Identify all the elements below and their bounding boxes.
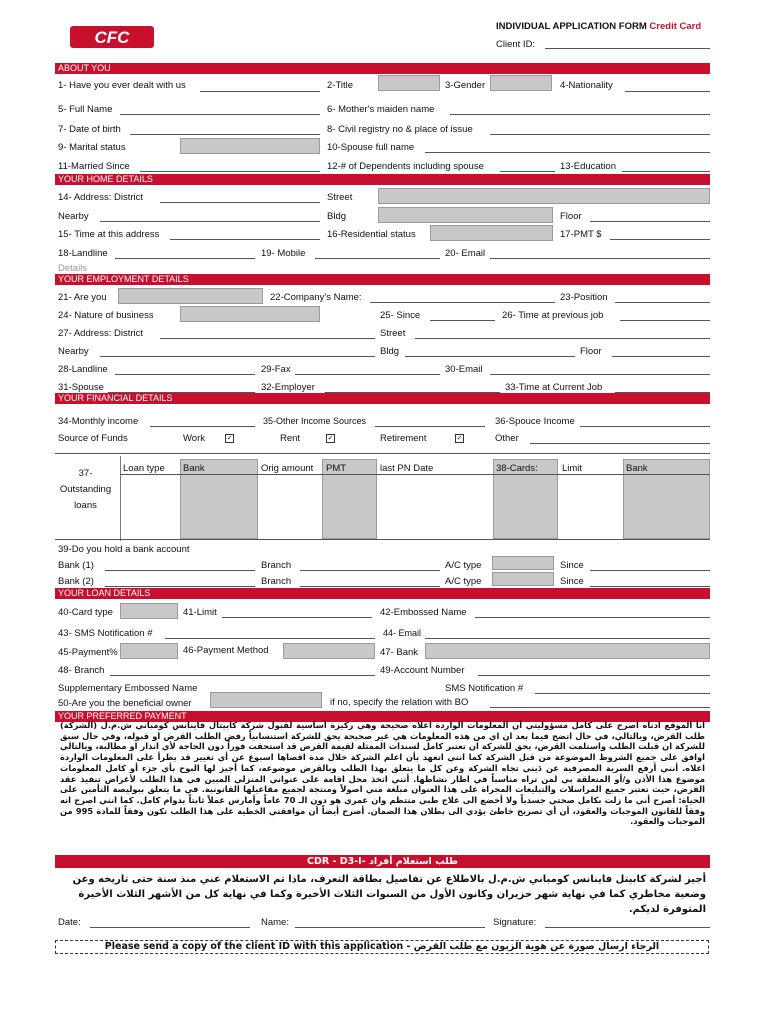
- supp-sms-field[interactable]: [535, 693, 710, 694]
- section-about-you: ABOUT YOU: [55, 63, 710, 74]
- home-floor-field[interactable]: [590, 221, 710, 222]
- rent-checkbox[interactable]: ✓: [327, 435, 334, 442]
- company-name-field[interactable]: [370, 302, 555, 303]
- outstanding-loans-label: 37- Outstanding loans: [59, 468, 112, 511]
- residential-status-field[interactable]: [430, 225, 553, 241]
- nature-business-label: 24- Nature of business: [58, 310, 154, 321]
- employment-since-label: 25- Since: [380, 310, 421, 321]
- signature-label: Signature:: [493, 917, 537, 928]
- loans-divider: [120, 456, 121, 541]
- loan-bank-label: 47- Bank: [380, 647, 419, 658]
- civil-registry-label: 8- Civil registry no & place of issue: [327, 124, 473, 135]
- full-name-label: 5- Full Name: [58, 104, 113, 115]
- other-source-field[interactable]: [530, 443, 710, 444]
- home-email-label: 20- Email: [445, 248, 486, 259]
- loan-pmt-header: PMT: [326, 463, 347, 474]
- loans-table-bottom: [55, 539, 710, 540]
- married-since-label: 11-Married Since: [58, 161, 130, 172]
- employment-since-field[interactable]: [430, 320, 495, 321]
- education-field[interactable]: [622, 171, 710, 172]
- relation-bo-label: if no, specify the relation with BO: [330, 697, 469, 708]
- time-at-address-field[interactable]: [170, 239, 320, 240]
- spouse-label: 31-Spouse: [58, 382, 104, 393]
- work-bldg-label: Bldg: [380, 346, 400, 357]
- bank1-actype-label: A/C type: [445, 560, 482, 571]
- cfc-logo: [70, 26, 154, 48]
- are-you-label: 21- Are you: [58, 292, 107, 303]
- account-number-field[interactable]: [478, 675, 710, 676]
- loan-bank-field[interactable]: [425, 643, 710, 659]
- previous-job-field[interactable]: [620, 320, 710, 321]
- supp-embossed-label: Supplementary Embossed Name: [58, 683, 198, 694]
- logo-text: CFC: [94, 28, 130, 47]
- home-nearby-field[interactable]: [100, 221, 320, 222]
- dob-label: 7- Date of birth: [58, 124, 121, 135]
- residential-status-label: 16-Residential status: [327, 229, 416, 240]
- loans-table-top: [55, 453, 710, 454]
- client-id-field[interactable]: [545, 48, 710, 49]
- orig-amount-header: Orig amount: [261, 463, 314, 474]
- bank2-branch-field[interactable]: [300, 586, 440, 587]
- work-checkbox[interactable]: ✓: [226, 435, 233, 442]
- section-loan-details: YOUR LOAN DETAILS: [55, 588, 710, 599]
- date-field[interactable]: [90, 927, 250, 928]
- sms-notification-field[interactable]: [165, 638, 375, 639]
- cdr-request-bar: CDR - D3-I- طلب استعلام أفراد: [55, 855, 710, 868]
- section-preferred-payment: YOUR PREFERRED PAYMENT: [55, 711, 710, 722]
- bank1-field[interactable]: [105, 570, 255, 571]
- home-email-field[interactable]: [490, 258, 710, 259]
- account-number-label: 49-Account Number: [380, 665, 465, 676]
- spouse-name-label: 10-Spouse full name: [327, 142, 415, 153]
- embossed-name-label: 42-Embossed Name: [380, 607, 467, 618]
- work-option-label: Work: [183, 433, 205, 444]
- monthly-income-label: 34-Monthly income: [58, 416, 139, 427]
- dependents-label: 12-# of Dependents including spouse: [327, 161, 484, 172]
- gender-field[interactable]: [490, 75, 552, 91]
- arabic-consent: أجيز لشركة كابيتل فاينانس كومباني ش.م.ل بالاطلاع عن تفاصيل بطاقة التعرف، ماذا تم الاستعلام عني منذ سنة حتى تاريخه وعن وضعية مخاطري كما في نهاية شهر حزيران وكانون الأول من السنوات الثلاث الأخيرة وكما في نهاية كل من الأشهر الثلاث الأخيرة المتوفرة لديكم.: [72, 874, 706, 915]
- marital-label: 9- Marital status: [58, 142, 126, 153]
- home-bldg-label: Bldg: [327, 211, 347, 222]
- embossed-name-field[interactable]: [475, 617, 710, 618]
- arabic-declaration: انا الموقع ادناه اصرح على كامل مسؤوليتي أن المعلومات الواردة اعلاه صحيحة وهي ركيزة أساسية لقبول شركة كابيتال فاينانس كومباني ش.م.ل (الشركة) طلب القرض، وبالتالي، في حال اتضح فيما بعد ان اي من هذه المعلومات هي غير صحيحة يحق للشركة استنسابياً رفض الطلب القرض او قبوله، وفي حال سبق للشركة ان قبلت الطلب واستلمت القرض، يحق للشركة ان تعتبر كامل لسندات الممثلة لقيمة القرض قد استحقت فوراً دون الحاجة لأي انذار او مطالبة، وبالتالي اوافق على جميع الشروط الموضوعة من قبل الشركة كما انني اتعهد بأن اعلم الشركة خلال مدة اقصاها اسبوع عن أي تغيير قد يطرأ على المعلومات الواردة اعلاه. أنني أرفع السرية المصرفية عن دَيني تجاه الشركة وعن كل ما يتعلق بهذا الطلب وبالقرض موضوعه، كما أجيز لها البوح بأي جزء أو كامل المعلومات موضوع هذا الأذن و/أو المتعلقة بي لمن تراه مناسباً في اطار نشاطها. أنني اتخذ محل اقامة على عنواني المنزلي المبين في هذا الطلب لأغراض تنفيذ عقد القرض، حيث تعتبر جميع المراسلات والتبليغات المجراة على هذا العنوان مبلغة مني اصولاً ومنتجة لجميع مفاعيلها القانونية. في ما يتعلق ببوليصة التأمين على الحياة: أصرح أني ما زلت بكامل صحتي جسدياً ولا أخضع الى علاج طبي منتظم وان عمري هو دون الـ 70 عاماً وأمارس عملاً ثابتاً بدوام كامل. كما انني اصرح انه وفقاً للقانون الموجبات والعقود، أن أي تصريح خاطئ يؤدي الى بطلان هذا الضمان. أصرح أيضاً أن موافقتي الخطية على هذا الطلب تكون وفقاً للمادة 995 من الموجبات والعقود.: [60, 720, 705, 827]
- cards-header: 38-Cards:: [496, 463, 538, 474]
- section-financial-details: YOUR FINANCIAL DETAILS: [55, 393, 710, 404]
- dependents-field[interactable]: [500, 171, 555, 172]
- bank1-branch-field[interactable]: [300, 570, 440, 571]
- bank2-field[interactable]: [105, 586, 255, 587]
- work-floor-field[interactable]: [612, 356, 710, 357]
- work-bldg-field[interactable]: [405, 356, 575, 357]
- supp-sms-label: SMS Notification #: [445, 683, 524, 694]
- home-nearby-label: Nearby: [58, 211, 89, 222]
- loan-branch-field[interactable]: [110, 675, 375, 676]
- payment-method-field[interactable]: [283, 643, 375, 659]
- signature-field[interactable]: [545, 927, 710, 928]
- nature-business-field[interactable]: [180, 306, 320, 322]
- relation-bo-field[interactable]: [490, 707, 710, 708]
- card-type-label: 40-Card type: [58, 607, 113, 618]
- date-label: Date:: [58, 917, 81, 928]
- bank2-since-field[interactable]: [590, 586, 710, 587]
- form-title: [496, 21, 701, 32]
- spouce-income-field[interactable]: [580, 426, 710, 427]
- bank2-since-label: Since: [560, 576, 584, 587]
- retirement-option-label: Retirement: [380, 433, 427, 444]
- client-id-label: Client ID:: [496, 39, 536, 50]
- section-employment-details: YOUR EMPLOYMENT DETAILS: [55, 274, 710, 285]
- supp-embossed-field[interactable]: [210, 692, 322, 708]
- bank1-label: Bank (1): [58, 560, 94, 571]
- home-street-label: Street: [327, 192, 353, 203]
- title-label: 2-Title: [327, 80, 354, 91]
- loan-type-header: Loan type: [123, 463, 165, 474]
- mothers-maiden-field[interactable]: [450, 114, 710, 115]
- bank2-label: Bank (2): [58, 576, 94, 587]
- spouse-name-field[interactable]: [425, 152, 710, 153]
- employer-label: 32-Employer: [261, 382, 315, 393]
- spouce-income-label: 36-Spouce Income: [495, 416, 575, 427]
- home-district-field[interactable]: [160, 202, 320, 203]
- other-sources-label: 35-Other Income Sources: [263, 416, 367, 426]
- work-nearby-label: Nearby: [58, 346, 89, 357]
- bank2-branch-label: Branch: [261, 576, 292, 587]
- are-you-field[interactable]: [118, 288, 263, 304]
- form-title-accent: Credit Card: [649, 21, 702, 32]
- sms-notification-label: 43- SMS Notification #: [58, 628, 153, 639]
- work-nearby-field[interactable]: [100, 356, 375, 357]
- name-label: Name:: [261, 917, 289, 928]
- loan-branch-label: 48- Branch: [58, 665, 105, 676]
- bank2-actype-field[interactable]: [492, 572, 554, 586]
- q1-dealt-with-us-label: 1- Have you ever dealt with us: [58, 80, 186, 91]
- loan-email-label: 44- Email: [383, 628, 422, 638]
- work-address-label: 27- Address: District: [58, 328, 143, 339]
- name-field[interactable]: [295, 927, 485, 928]
- loan-email-field[interactable]: [425, 638, 710, 639]
- bank2-actype-label: A/C type: [445, 576, 482, 587]
- pmt-field[interactable]: [610, 239, 710, 240]
- fax-field[interactable]: [295, 374, 440, 375]
- form-title-main: INDIVIDUAL APPLICATION FORM: [496, 21, 647, 32]
- work-street-label: Street: [380, 328, 406, 339]
- education-label: 13-Education: [560, 161, 616, 172]
- mothers-maiden-label: 6- Mother's maiden name: [327, 104, 435, 115]
- home-bldg-field[interactable]: [378, 207, 553, 223]
- bank1-branch-label: Branch: [261, 560, 292, 571]
- loans-header-line: [120, 474, 710, 475]
- home-landline-field[interactable]: [115, 258, 255, 259]
- card-bank-header: Bank: [626, 463, 648, 474]
- previous-job-label: 26- Time at previous job: [502, 310, 604, 321]
- payment-percent-field[interactable]: [120, 643, 178, 659]
- dob-field[interactable]: [130, 134, 320, 135]
- retirement-checkbox[interactable]: ✓: [456, 435, 463, 442]
- position-field[interactable]: [615, 302, 710, 303]
- home-address-label: 14- Address: District: [58, 192, 143, 203]
- monthly-income-field[interactable]: [150, 426, 255, 427]
- payment-percent-label: 45-Payment%: [58, 647, 118, 658]
- client-id-footer-note: Please send a copy of the client ID with this application - الرجاء ارسال صورة عن هوية الزبون مع طلب القرض: [55, 940, 709, 954]
- loan-limit-field[interactable]: [222, 617, 372, 618]
- payment-method-label: 46-Payment Method: [183, 645, 269, 656]
- company-name-label: 22-Company's Name:: [270, 292, 362, 303]
- work-district-field[interactable]: [160, 338, 375, 339]
- bank1-actype-field[interactable]: [492, 556, 554, 570]
- home-floor-label: Floor: [560, 211, 582, 222]
- nationality-label: 4-Nationality: [560, 80, 613, 91]
- title-field[interactable]: [378, 75, 440, 91]
- q1-dealt-with-us-field[interactable]: [200, 91, 320, 92]
- home-landline-label: 18-Landline: [58, 248, 108, 259]
- full-name-field[interactable]: [120, 114, 320, 115]
- loan-bank-header: Bank: [183, 463, 205, 474]
- gender-label: 3-Gender: [445, 80, 486, 91]
- work-email-field[interactable]: [490, 374, 710, 375]
- bank1-since-label: Since: [560, 560, 584, 571]
- work-street-field[interactable]: [415, 338, 710, 339]
- bank-account-label: 39-Do you hold a bank account: [58, 544, 190, 555]
- fax-label: 29-Fax: [261, 364, 291, 375]
- other-option-label: Other: [495, 433, 519, 444]
- mobile-label: 19- Mobile: [261, 248, 306, 259]
- home-street-field[interactable]: [378, 188, 710, 204]
- pmt-label: 17-PMT $: [560, 229, 602, 240]
- card-type-field[interactable]: [120, 603, 178, 619]
- mobile-field[interactable]: [315, 258, 440, 259]
- work-floor-label: Floor: [580, 346, 602, 357]
- time-current-job-label: 33-Time at Current Job: [505, 382, 603, 393]
- last-pn-date-header: last PN Date: [380, 463, 434, 474]
- bank1-since-field[interactable]: [590, 570, 710, 571]
- details-caption: Details: [58, 263, 88, 274]
- work-landline-label: 28-Landline: [58, 364, 108, 375]
- card-limit-header: Limit: [562, 463, 583, 474]
- work-landline-field[interactable]: [115, 374, 255, 375]
- other-sources-field[interactable]: [375, 426, 485, 427]
- civil-registry-field[interactable]: [490, 134, 710, 135]
- time-at-address-label: 15- Time at this address: [58, 229, 160, 240]
- source-funds-label: Source of Funds: [58, 433, 128, 444]
- marital-field[interactable]: [180, 138, 320, 154]
- loan-limit-label: 41-Limit: [183, 607, 217, 618]
- section-home-details: YOUR HOME DETAILS: [55, 174, 710, 185]
- married-since-field[interactable]: [140, 171, 320, 172]
- rent-option-label: Rent: [280, 433, 301, 444]
- work-email-label: 30-Email: [445, 364, 483, 375]
- position-label: 23-Position: [560, 292, 608, 303]
- beneficial-owner-label: 50-Are you the beneficial owner: [58, 698, 192, 709]
- nationality-field[interactable]: [625, 91, 710, 92]
